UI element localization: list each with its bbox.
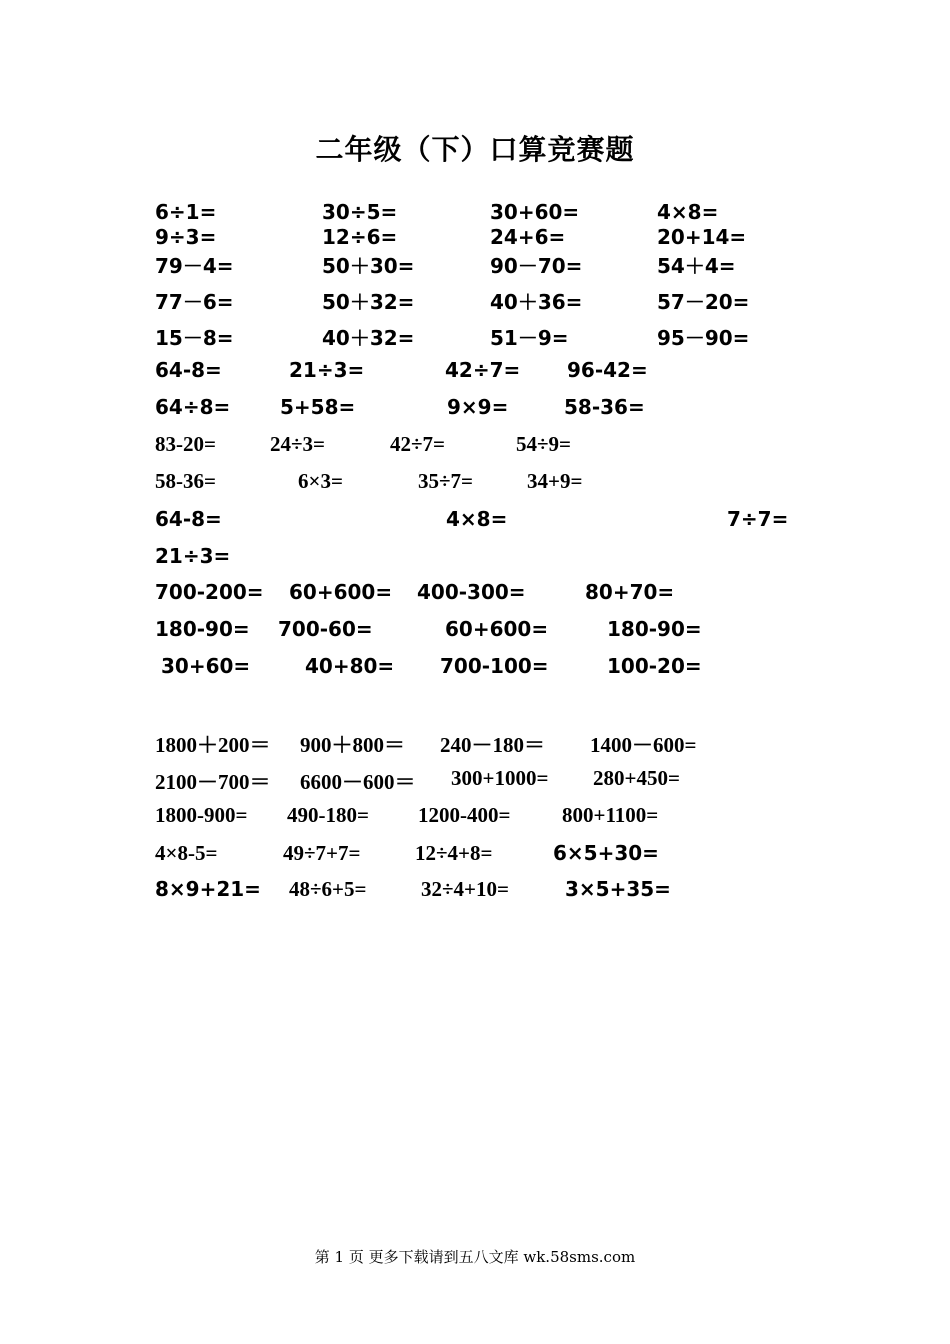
- problem: 2100－700＝: [155, 770, 271, 794]
- problem: 50＋30=: [322, 254, 415, 278]
- problem: 3×5+35=: [565, 877, 671, 901]
- problem: 6600－600＝: [300, 770, 416, 794]
- problem: 60+600=: [445, 617, 549, 641]
- problem: 58-36=: [564, 395, 645, 419]
- problem-row: [0, 617, 950, 647]
- problem: 54＋4=: [657, 254, 736, 278]
- problem: 32÷4+10=: [421, 877, 509, 901]
- problem: 12÷6=: [322, 225, 398, 249]
- problem-row: [0, 803, 950, 833]
- problem: 700-100=: [440, 654, 549, 678]
- problem: 90－70=: [490, 254, 583, 278]
- problem: 64-8=: [155, 358, 222, 382]
- problem: 64-8=: [155, 507, 222, 531]
- problem: 24+6=: [490, 225, 566, 249]
- problem: 30+60=: [490, 200, 580, 224]
- problem: 21÷3=: [155, 544, 231, 568]
- problem: 40＋32=: [322, 326, 415, 350]
- problem-row: [0, 877, 950, 907]
- problem-row: [0, 395, 950, 425]
- problem: 400-300=: [417, 580, 526, 604]
- problem-row: [0, 286, 950, 316]
- problem: 4×8-5=: [155, 841, 218, 865]
- problem: 6×5+30=: [553, 841, 659, 865]
- problem: 1800-900=: [155, 803, 248, 827]
- problem: 51－9=: [490, 326, 569, 350]
- problem-row: [0, 250, 950, 280]
- problem-row: [0, 322, 950, 352]
- problem: 490-180=: [287, 803, 369, 827]
- problem-row: [0, 432, 950, 462]
- problem-row: [0, 358, 950, 388]
- problem-row: [0, 469, 950, 499]
- problem: 21÷3=: [289, 358, 365, 382]
- problem: 40＋36=: [490, 290, 583, 314]
- problem: 300+1000=: [451, 766, 549, 790]
- problem: 48÷6+5=: [289, 877, 367, 901]
- problem: 83-20=: [155, 432, 216, 456]
- problem: 6×3=: [298, 469, 343, 493]
- problem: 1400－600=: [590, 733, 697, 757]
- problem-row: [0, 729, 950, 759]
- problem-row: [0, 766, 950, 796]
- problem: 24÷3=: [270, 432, 325, 456]
- problem: 15－8=: [155, 326, 234, 350]
- problem-row: [0, 580, 950, 610]
- problem: 20+14=: [657, 225, 747, 249]
- problem: 180-90=: [607, 617, 702, 641]
- problem: 8×9+21=: [155, 877, 261, 901]
- problem: 49÷7+7=: [283, 841, 361, 865]
- problem: 96-42=: [567, 358, 648, 382]
- problem: 30÷5=: [322, 200, 398, 224]
- problem: 79－4=: [155, 254, 234, 278]
- problem: 4×8=: [446, 507, 508, 531]
- problem: 64÷8=: [155, 395, 231, 419]
- problem: 180-90=: [155, 617, 250, 641]
- problem: 57－20=: [657, 290, 750, 314]
- problem: 60+600=: [289, 580, 393, 604]
- problem: 42÷7=: [445, 358, 521, 382]
- problem: 7÷7=: [727, 507, 789, 531]
- problem: 800+1100=: [562, 803, 659, 827]
- problem: 700-200=: [155, 580, 264, 604]
- problem: 900＋800＝: [300, 733, 405, 757]
- problem: 12÷4+8=: [415, 841, 493, 865]
- problem: 54÷9=: [516, 432, 571, 456]
- problem: 5+58=: [280, 395, 356, 419]
- problem: 40+80=: [305, 654, 395, 678]
- problem: 9×9=: [447, 395, 509, 419]
- problem: 35÷7=: [418, 469, 473, 493]
- page-footer: 第 1 页 更多下载请到五八文库 wk.58sms.com: [314, 1248, 636, 1266]
- problem-row: [0, 507, 950, 537]
- problem: 42÷7=: [390, 432, 445, 456]
- problem: 280+450=: [593, 766, 680, 790]
- problem: 95－90=: [657, 326, 750, 350]
- problem: 80+70=: [585, 580, 675, 604]
- problem: 6÷1=: [155, 200, 217, 224]
- problem: 30+60=: [161, 654, 251, 678]
- problem: 700-60=: [278, 617, 373, 641]
- problem: 1200-400=: [418, 803, 511, 827]
- problem-row: [0, 654, 950, 684]
- problem: 58-36=: [155, 469, 216, 493]
- problem: 1800＋200＝: [155, 733, 271, 757]
- problem: 9÷3=: [155, 225, 217, 249]
- problem-row: [0, 544, 950, 574]
- problem: 34+9=: [527, 469, 583, 493]
- problem-row: [0, 841, 950, 871]
- problem: 100-20=: [607, 654, 702, 678]
- page-title: 二年级（下）口算竞赛题: [315, 133, 635, 166]
- problem: 50＋32=: [322, 290, 415, 314]
- problem: 77－6=: [155, 290, 234, 314]
- problem: 240－180＝: [440, 733, 545, 757]
- problem: 4×8=: [657, 200, 719, 224]
